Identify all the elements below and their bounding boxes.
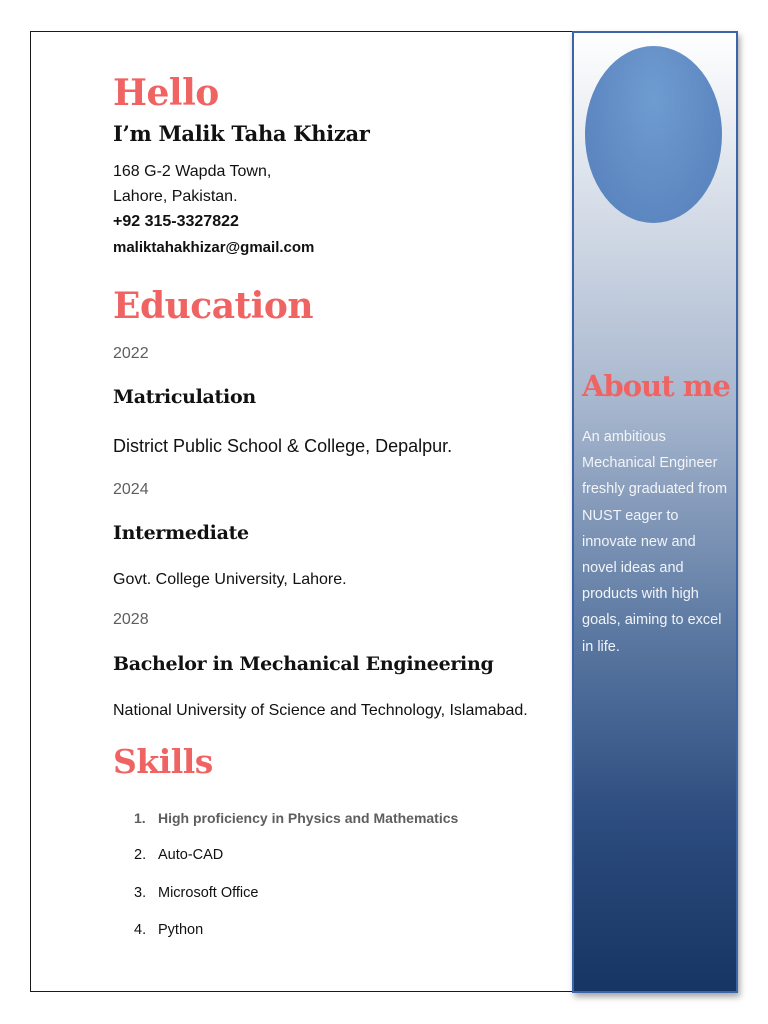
email-address: maliktahakhizar@gmail.com [113, 239, 315, 256]
education-institution-3: National University of Science and Technology, Islamabad. [113, 702, 528, 719]
education-degree-2: Intermediate [113, 522, 249, 544]
skill-number: 1. [134, 810, 146, 826]
skill-item [134, 847, 458, 884]
skill-number: 3. [134, 884, 147, 901]
skills-list [134, 810, 458, 959]
skill-item [134, 810, 458, 847]
greeting-heading: Hello [113, 72, 219, 114]
skill-item [134, 922, 458, 959]
skill-label: Auto-CAD [158, 847, 224, 864]
education-year-2: 2024 [113, 481, 149, 498]
address-line-1: 168 G-2 Wapda Town, [113, 163, 272, 180]
education-year-3: 2028 [113, 611, 149, 628]
skill-number: 4. [134, 921, 147, 938]
about-text: An ambitious Mechanical Engineer freshly graduated from NUST eager to innovate new and novel ideas and products with high goals, aiming to excel in life. [582, 429, 728, 655]
education-degree-3: Bachelor in Mechanical Engineering [113, 653, 494, 675]
education-heading: Education [113, 285, 314, 327]
address-line-2: Lahore, Pakistan. [113, 188, 238, 205]
phone-number: +92 315-3327822 [113, 213, 239, 230]
skill-number: 2. [134, 847, 147, 864]
skill-label: High proficiency in Physics and Mathematics [158, 810, 459, 826]
education-institution-1: District Public School & College, Depalpur. [113, 436, 453, 456]
skill-label: Python [158, 921, 204, 938]
about-heading: About me [582, 369, 730, 403]
profile-photo-placeholder [585, 46, 722, 223]
about-sidebar [572, 31, 738, 993]
name-heading: I’m Malik Taha Khizar [113, 121, 370, 146]
education-institution-2: Govt. College University, Lahore. [113, 571, 347, 588]
skill-label: Microsoft Office [158, 884, 259, 901]
skills-heading: Skills [113, 742, 213, 781]
skill-item [134, 885, 458, 922]
education-degree-1: Matriculation [113, 386, 256, 408]
education-year-1: 2022 [113, 345, 149, 362]
